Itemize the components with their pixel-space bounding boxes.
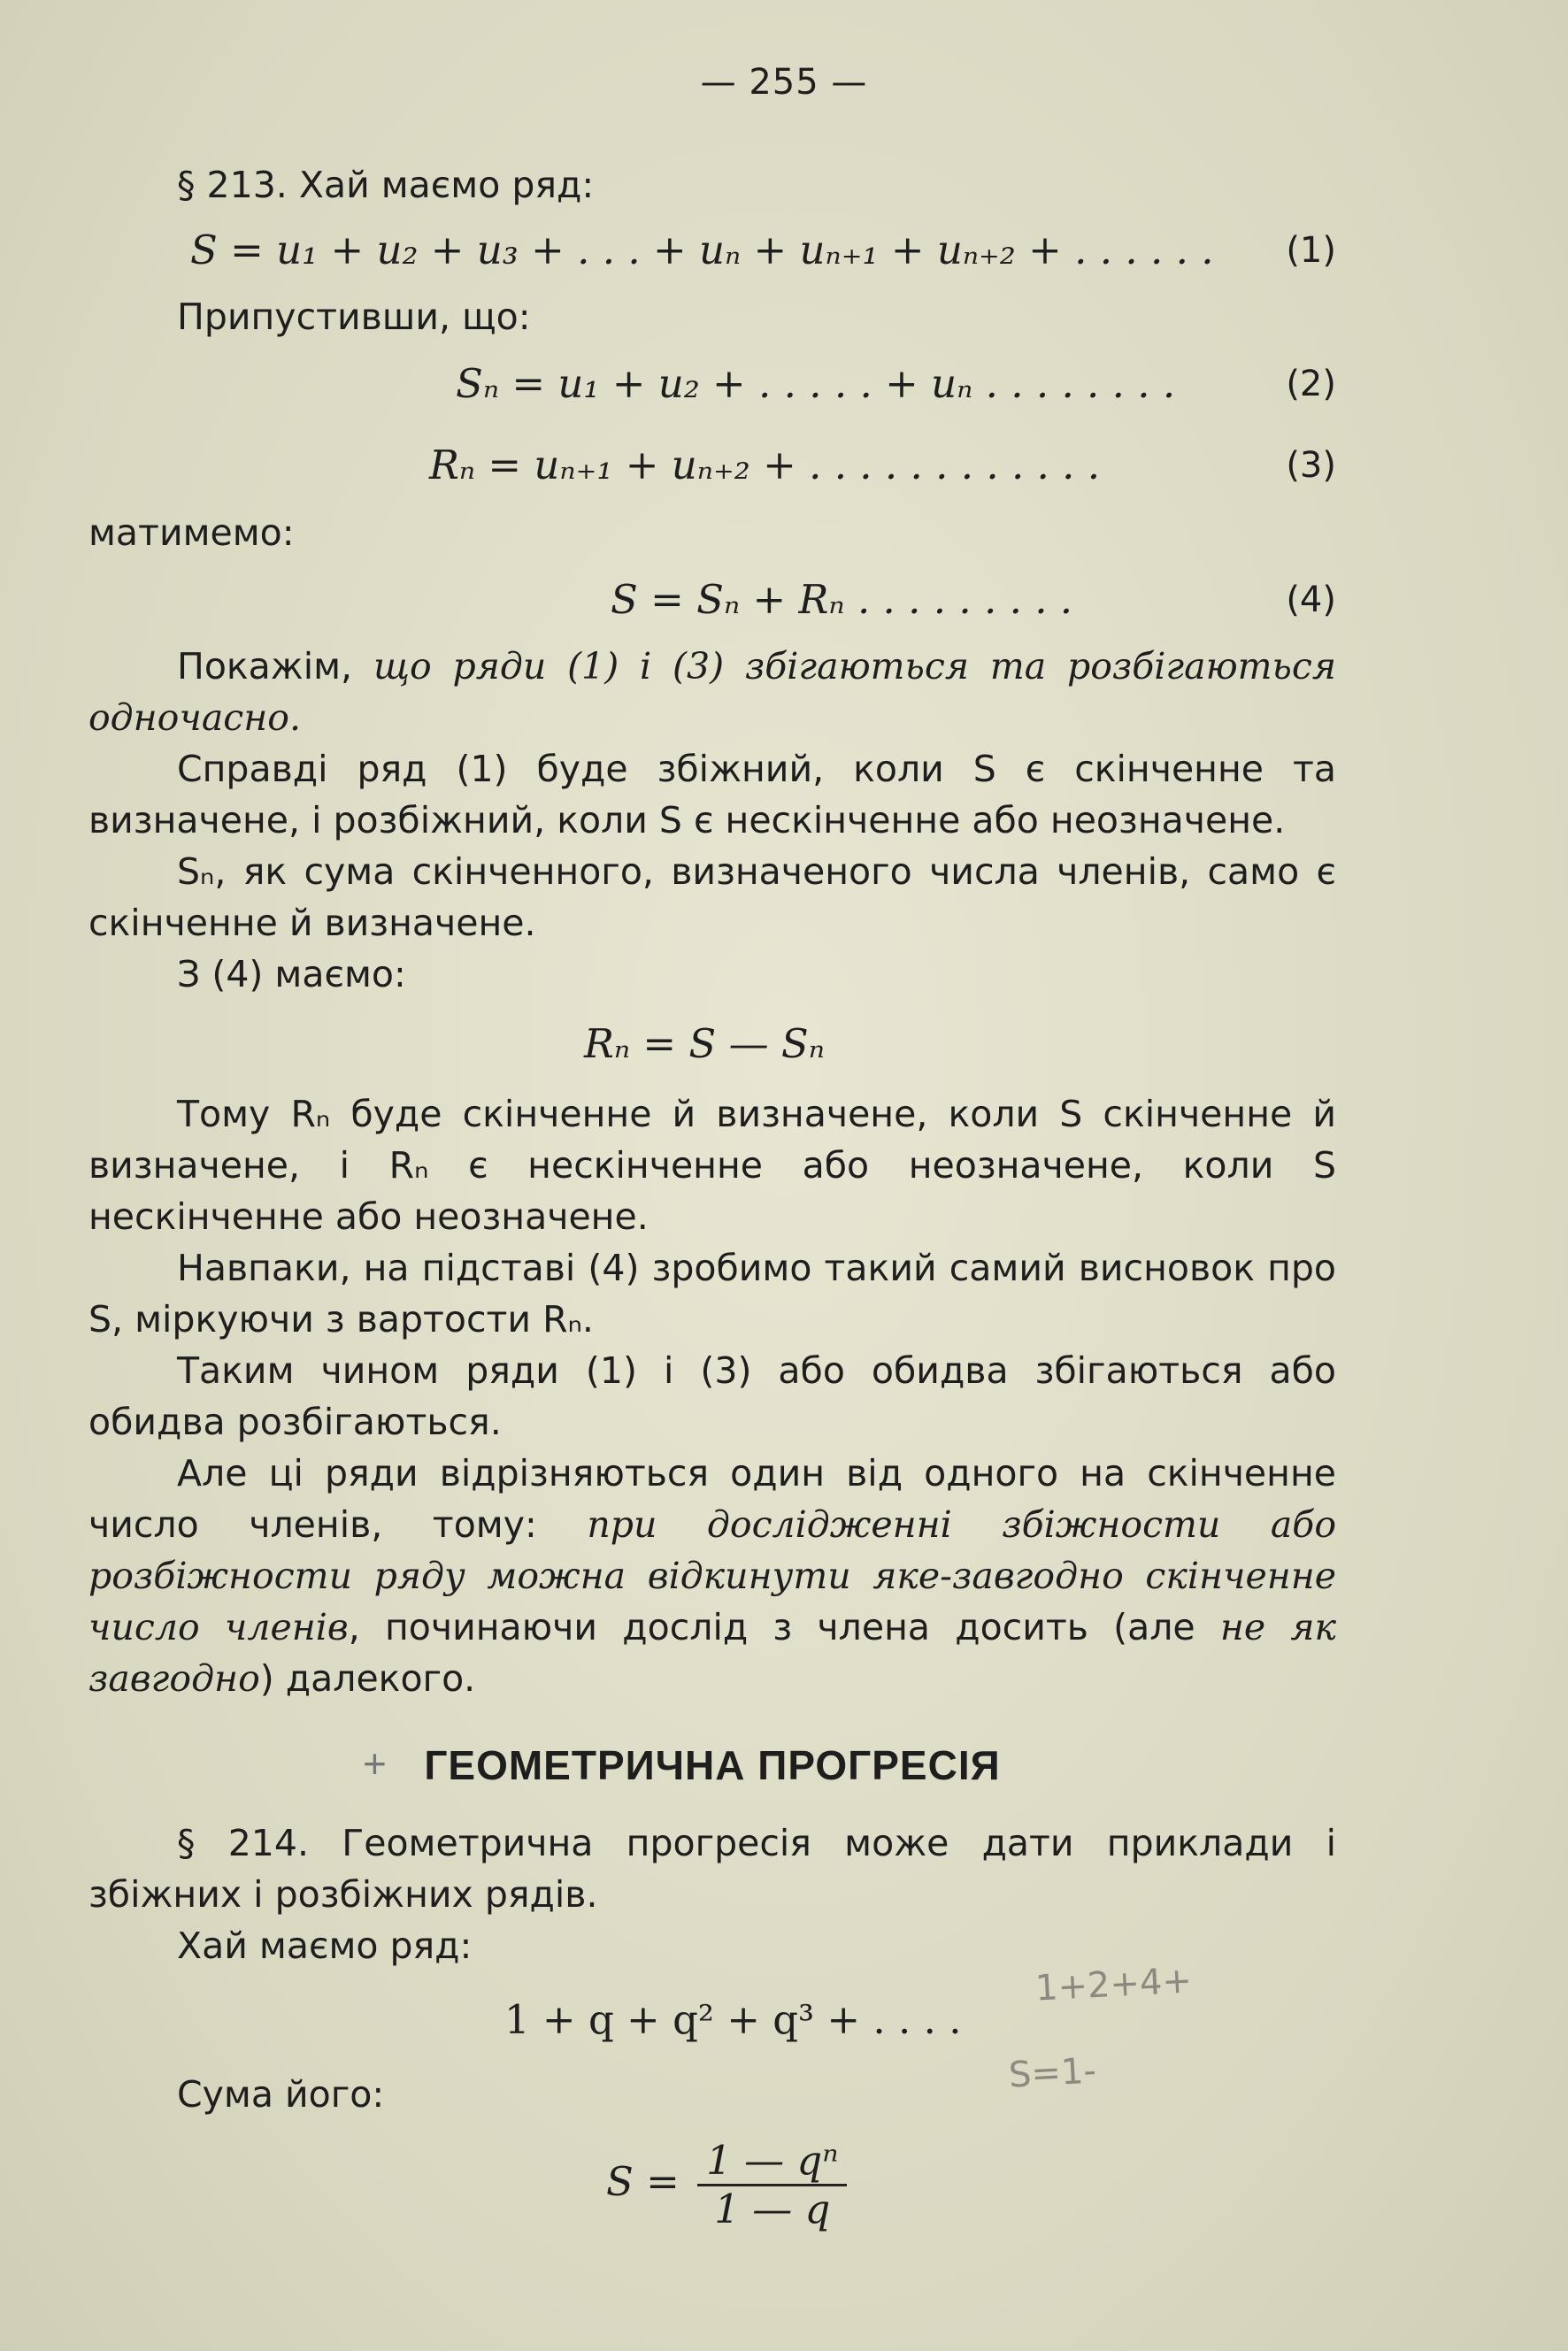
paragraph-but-part-2: , починаючи дослід з члена досить (але	[348, 1606, 1220, 1648]
assume-label: Припустивши, що:	[177, 296, 531, 338]
handwritten-note-sum: S=1-	[1007, 2050, 1097, 2096]
will-have-label: матимемо:	[88, 511, 295, 554]
paragraph-but-italic-2: не як завгодно	[88, 1606, 1336, 1700]
equation-4	[88, 559, 1336, 641]
section-213-intro: § 213. Хай маємо ряд:	[177, 164, 595, 206]
equation-sum-numerator: 1 — qⁿ	[697, 2138, 847, 2186]
equation-2	[88, 343, 1336, 425]
page-body	[88, 159, 1336, 2244]
section-heading-text: ГЕОМЕТРИЧНА ПРОГРЕСІЯ	[424, 1742, 1001, 1788]
paragraph-sn: Sₙ, як сума скінченного, визначеного числа членів, само є скінченне й визначене.	[88, 850, 1336, 944]
equation-sum-denominator: 1 — q	[714, 2186, 831, 2232]
equation-4-tag: (4)	[1286, 580, 1336, 620]
equation-geometric-series-expr: 1 + q + q² + q³ + . . . .	[504, 1996, 962, 2043]
equation-1	[88, 211, 1336, 290]
paragraph-show	[88, 641, 1336, 743]
equation-1-expr: S = u₁ + u₂ + u₃ + . . . + uₙ + uₙ₊₁ + uₙ₊₂ + . . . . . .	[190, 227, 1214, 273]
paragraph-but-part-1: Але ці ряди відрізняються один від одного на скінченне число членів, тому:	[88, 1452, 1336, 1546]
paragraph-but-part-3: ) далекого.	[259, 1657, 476, 1700]
paragraph-conversely: Навпаки, на підставі (4) зробимо такий самий висновок про S, міркуючи з вартости Rₙ.	[88, 1247, 1336, 1341]
paragraph-but	[88, 1448, 1336, 1704]
sum-label: Сума його:	[177, 2073, 385, 2116]
equation-4-expr: S = Sₙ + Rₙ . . . . . . . . .	[611, 576, 1073, 623]
paragraph-therefore: Тому Rₙ буде скінченне й визначене, коли S скінченне й визначене, і Rₙ є нескінченне або неозначене, коли S нескінченне або неозначене.	[88, 1093, 1336, 1238]
paragraph-but-italic: при дослідженні збіжности або розбіжности ряду можна відкинути яке-завгодно скінченне число членів	[88, 1503, 1336, 1648]
equation-3-tag: (3)	[1286, 445, 1336, 486]
paragraph-indeed: Справді ряд (1) буде збіжний, коли S є скінченне та визначене, і розбіжний, коли S є нескінченне або неозначене.	[88, 748, 1336, 841]
pencil-mark: +	[363, 1740, 388, 1786]
page-number: — 255 —	[700, 62, 868, 103]
equation-sum-lhs: S =	[606, 2158, 680, 2205]
section-214-have: Хай маємо ряд:	[177, 1925, 473, 1967]
equation-5-expr: Rₙ = S — Sₙ	[584, 1020, 825, 1067]
equation-sum-fraction	[697, 2138, 847, 2232]
paragraph-thus: Таким чином ряди (1) і (3) або обидва збігаються або обидва розбігаються.	[88, 1349, 1336, 1443]
paragraph-show-italic: що ряди (1) і (3) збігаються та розбігаються одночасно.	[88, 645, 1336, 739]
equation-2-expr: Sₙ = u₁ + u₂ + . . . . . + uₙ . . . . . . . .	[456, 360, 1176, 407]
equation-2-tag: (2)	[1286, 364, 1336, 404]
equation-sum	[88, 2120, 1336, 2244]
paragraph-from-4: З (4) маємо:	[177, 953, 406, 995]
handwritten-note-series: 1+2+4+	[1034, 1960, 1193, 2009]
equation-3-expr: Rₙ = uₙ₊₁ + uₙ₊₂ + . . . . . . . . . . . .	[429, 442, 1101, 488]
equation-5	[88, 1000, 1336, 1088]
section-heading	[88, 1740, 1336, 1791]
equation-3	[88, 425, 1336, 506]
equation-1-tag: (1)	[1286, 230, 1336, 271]
section-214-intro: § 214. Геометрична прогресія може дати приклади і збіжних і розбіжних рядів.	[88, 1822, 1336, 1916]
paragraph-show-normal: Покажім,	[177, 645, 373, 688]
